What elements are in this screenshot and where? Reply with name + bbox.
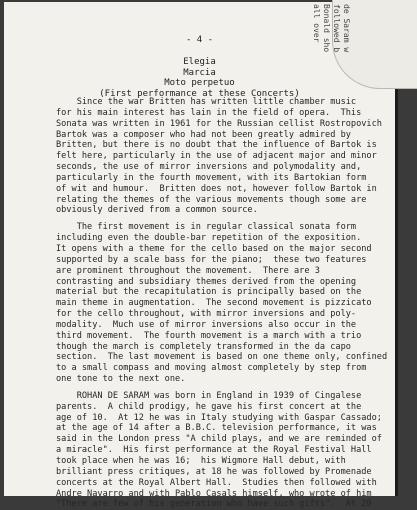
text-line: of wit and humour. Britten does not, however follow Bartok in — [56, 183, 377, 194]
text-line: seconds, the use of mirror inversions and polymodality and, — [56, 162, 362, 173]
text-line: material but the recapitulation is principally based on the — [56, 287, 362, 298]
bleed-line: followed b — [332, 4, 341, 53]
text-line: section. The last movement is based on one theme only, confined — [56, 352, 388, 363]
program-notes-body — [56, 97, 388, 510]
text-line: for his main interest has lain in the field of opera. This — [56, 107, 362, 118]
text-line: Andre Navarro and with Pablo Casals himself, who wrote of him — [56, 488, 372, 499]
text-line: ROHAN DE SARAM was born in England in 1939 of Cingalese — [56, 390, 362, 401]
text-line: age of 10. At 12 he was in Italy studying with Gaspar Cassado; — [56, 412, 382, 423]
text-line: said in the London press "A child plays, and we are reminded of — [56, 434, 382, 445]
text-line: for the cello throughout, with mirror inversions and poly- — [56, 309, 357, 320]
page-number: - 4 - — [185, 35, 214, 45]
bleed-line: de Saram w — [342, 4, 351, 53]
text-line: obviously derived from a common source. — [56, 205, 258, 216]
text-line: one tone to the next one. — [56, 374, 186, 385]
movement-title: Elegia — [183, 57, 216, 67]
text-line: brilliant press critiques, at 18 he was followed by Promenade — [56, 466, 372, 477]
text-line: modality. Much use of mirror inversions also occur in the — [56, 319, 357, 330]
movement-title: Marcia — [183, 67, 216, 78]
text-line: Britten, but there is no doubt that the influence of Bartok is — [56, 140, 377, 151]
text-line: contrasting and subsidiary themes derived from the opening — [56, 276, 357, 287]
document-page — [4, 2, 398, 510]
text-line: took place when he was 16; his Wigmore Hall debut, with — [56, 456, 346, 466]
text-line: third movement. The fourth movement is a march with a trio — [56, 330, 362, 341]
text-line: parents. A child prodigy, he gave his first concert at the — [56, 401, 362, 412]
text-line: particularly in the fourth movement, with its Bartokian form — [56, 172, 367, 183]
text-line: though the march is completely transformed in the da capo — [56, 341, 351, 352]
text-line: to a small compass and moving almost completely by step from — [56, 363, 367, 374]
text-line: a miracle". His first performance at the Royal Festival Hall — [56, 445, 372, 456]
text-line: at the age of 14 after a B.B.C. television performance, it was — [56, 423, 377, 434]
text-line: It opens with a theme for the cello based on the major second — [56, 243, 372, 254]
text-line: relating the themes of the various movements though some are — [56, 194, 367, 205]
text-line: "There are few of his generation who have such gifts". At 20 — [56, 499, 372, 510]
text-line: felt here, particularly in the use of adjacent major and minor — [56, 151, 377, 162]
movement-title: Moto perpetuo — [164, 78, 235, 88]
text-line: supported by a scale bass for the piano; these two features — [56, 254, 367, 265]
bleed-line: Bonald sho — [322, 4, 331, 53]
text-line: Since the war Britten has written little chamber music — [56, 97, 357, 107]
text-line: The first movement is in regular classical sonata form — [56, 222, 357, 233]
text-line: Sonata was written in 1961 for the Russian cellist Rostropovich — [56, 118, 382, 129]
text-line: Bartok was a composer who had not been greatly admired by — [56, 129, 351, 140]
text-line: including even the double-bar repetition of the exposition. — [56, 233, 362, 244]
text-line: are prominent throughout the movement. There are 3 — [56, 265, 320, 276]
performance-note: (First performance at these Concerts) — [99, 88, 300, 99]
text-line: main theme in augmentation. The second movement is pizzicato — [56, 298, 372, 309]
movement-list — [4, 57, 395, 99]
bleed-line: all over — [312, 4, 321, 43]
text-line: concerts at the Royal Albert Hall. Studies then followed with — [56, 477, 377, 488]
